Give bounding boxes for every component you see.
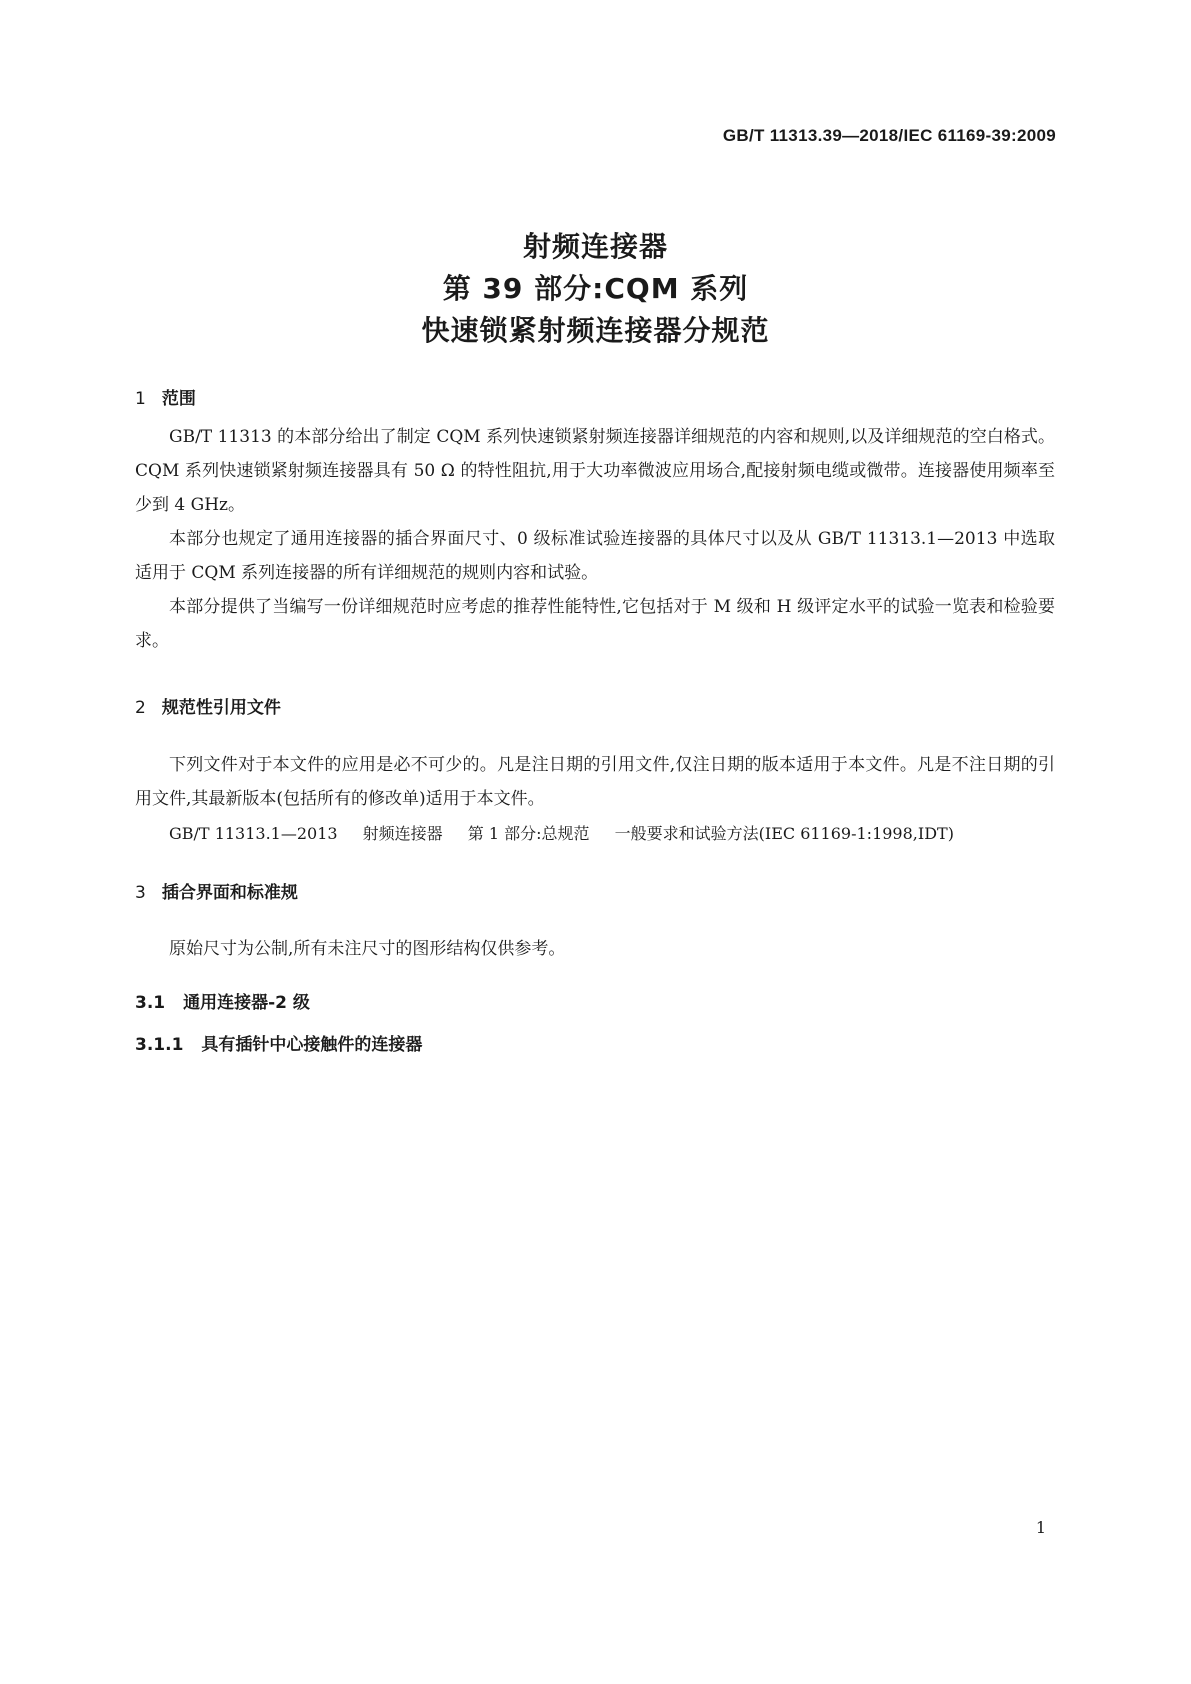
normative-reference: [169, 821, 954, 844]
section-1-heading: [135, 384, 196, 409]
reference-title-part2: 第 1 部分:总规范: [467, 824, 590, 843]
section-3-1-heading: [135, 988, 310, 1013]
section-1-paragraph-2: 本部分也规定了通用连接器的插合界面尺寸、0 级标准试验连接器的具体尺寸以及从 GB/T 11313.1—2013 中选取适用于 CQM 系列连接器的所有详细规范的规则内容和试验。: [135, 529, 1055, 583]
section-2-number: 2: [135, 698, 146, 718]
section-1-title: 范围: [161, 389, 196, 409]
section-3-heading: [135, 878, 298, 903]
page-number: 1: [1035, 1518, 1046, 1537]
section-3-1-1-title: 具有插针中心接触件的连接器: [201, 1035, 423, 1055]
section-3-title: 插合界面和标准规: [161, 883, 298, 903]
section-3-1-number: 3.1: [135, 993, 166, 1013]
reference-title-part3: 一般要求和试验方法(IEC 61169-1:1998,IDT): [614, 824, 954, 843]
section-3-1-1-number: 3.1.1: [135, 1035, 184, 1055]
section-2-heading: [135, 693, 281, 718]
title-line-2: 第 39 部分:CQM 系列: [442, 272, 749, 305]
section-1-paragraph-3: 本部分提供了当编写一份详细规范时应考虑的推荐性能特性,它包括对于 M 级和 H 级评定水平的试验一览表和检验要求。: [135, 597, 1055, 651]
standard-code: GB/T 11313.39—2018/IEC 61169-39:2009: [722, 126, 1056, 145]
reference-title-part1: 射频连接器: [362, 824, 443, 843]
section-3-1-title: 通用连接器-2 级: [183, 993, 310, 1013]
section-2-title: 规范性引用文件: [161, 698, 281, 718]
title-line-3: 快速锁紧射频连接器分规范: [421, 314, 770, 347]
section-3-paragraph: 原始尺寸为公制,所有未注尺寸的图形结构仅供参考。: [169, 939, 566, 959]
reference-code: GB/T 11313.1—2013: [169, 824, 338, 843]
title-line-1: 射频连接器: [522, 230, 668, 263]
section-3-number: 3: [135, 883, 146, 903]
section-3-1-1-heading: [135, 1030, 422, 1055]
section-1-number: 1: [135, 389, 146, 409]
section-2-paragraph: 下列文件对于本文件的应用是必不可少的。凡是注日期的引用文件,仅注日期的版本适用于本文件。凡是不注日期的引用文件,其最新版本(包括所有的修改单)适用于本文件。: [135, 755, 1055, 809]
document-title: [0, 226, 1191, 352]
section-1-paragraph-1: GB/T 11313 的本部分给出了制定 CQM 系列快速锁紧射频连接器详细规范的内容和规则,以及详细规范的空白格式。CQM 系列快速锁紧射频连接器具有 50 Ω 的特性阻抗,用于大功率微波应用场合,配接射频电缆或微带。连接器使用频率至少到 4 GHz。: [135, 427, 1055, 515]
